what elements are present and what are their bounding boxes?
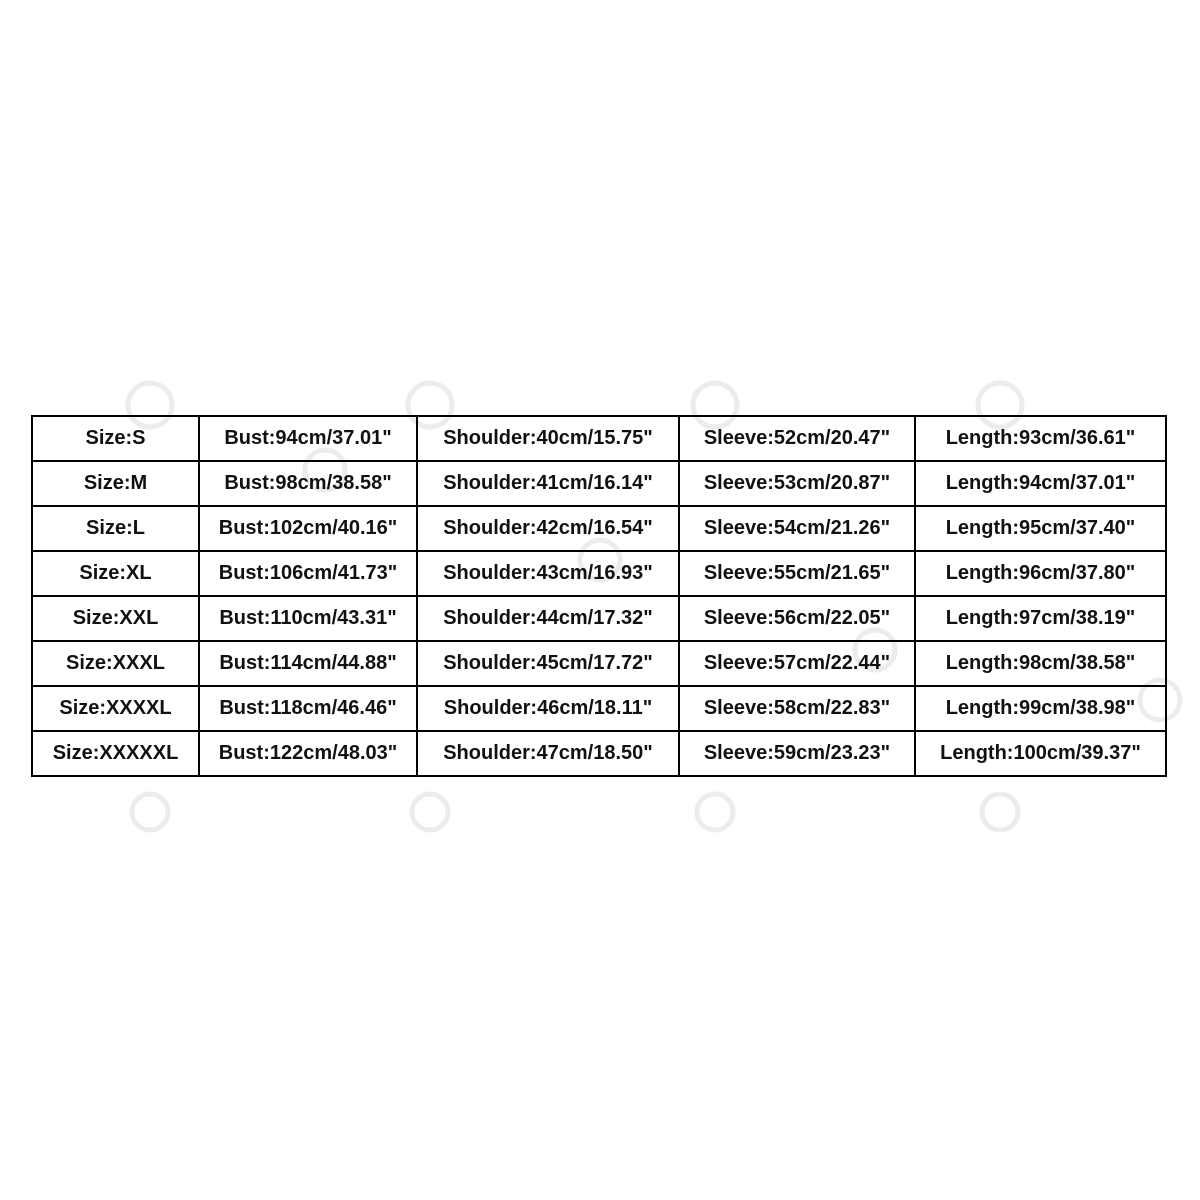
length-cell: Length:95cm/37.40" <box>915 506 1166 551</box>
size-cell: Size:L <box>32 506 199 551</box>
table-row <box>32 686 1166 731</box>
length-cell: Length:97cm/38.19" <box>915 596 1166 641</box>
shoulder-cell: Shoulder:43cm/16.93" <box>417 551 679 596</box>
shoulder-cell: Shoulder:40cm/15.75" <box>417 416 679 461</box>
bust-cell: Bust:110cm/43.31" <box>199 596 417 641</box>
bust-cell: Bust:114cm/44.88" <box>199 641 417 686</box>
size-cell: Size:XXXXL <box>32 686 199 731</box>
length-cell: Length:93cm/36.61" <box>915 416 1166 461</box>
shoulder-cell: Shoulder:46cm/18.11" <box>417 686 679 731</box>
length-cell: Length:94cm/37.01" <box>915 461 1166 506</box>
size-cell: Size:XL <box>32 551 199 596</box>
length-cell: Length:96cm/37.80" <box>915 551 1166 596</box>
sleeve-cell: Sleeve:58cm/22.83" <box>679 686 915 731</box>
bust-cell: Bust:106cm/41.73" <box>199 551 417 596</box>
sleeve-cell: Sleeve:56cm/22.05" <box>679 596 915 641</box>
sleeve-cell: Sleeve:59cm/23.23" <box>679 731 915 776</box>
size-cell: Size:XXXXXL <box>32 731 199 776</box>
size-cell: Size:S <box>32 416 199 461</box>
shoulder-cell: Shoulder:42cm/16.54" <box>417 506 679 551</box>
size-cell: Size:M <box>32 461 199 506</box>
sleeve-cell: Sleeve:57cm/22.44" <box>679 641 915 686</box>
table-row <box>32 551 1166 596</box>
bust-cell: Bust:102cm/40.16" <box>199 506 417 551</box>
sleeve-cell: Sleeve:53cm/20.87" <box>679 461 915 506</box>
size-chart-table <box>31 415 1167 777</box>
size-cell: Size:XXXL <box>32 641 199 686</box>
shoulder-cell: Shoulder:47cm/18.50" <box>417 731 679 776</box>
shoulder-cell: Shoulder:45cm/17.72" <box>417 641 679 686</box>
table-row <box>32 596 1166 641</box>
length-cell: Length:98cm/38.58" <box>915 641 1166 686</box>
sleeve-cell: Sleeve:55cm/21.65" <box>679 551 915 596</box>
length-cell: Length:99cm/38.98" <box>915 686 1166 731</box>
bust-cell: Bust:98cm/38.58" <box>199 461 417 506</box>
size-cell: Size:XXL <box>32 596 199 641</box>
table-row <box>32 461 1166 506</box>
shoulder-cell: Shoulder:41cm/16.14" <box>417 461 679 506</box>
bust-cell: Bust:122cm/48.03" <box>199 731 417 776</box>
table-row <box>32 416 1166 461</box>
bust-cell: Bust:94cm/37.01" <box>199 416 417 461</box>
length-cell: Length:100cm/39.37" <box>915 731 1166 776</box>
sleeve-cell: Sleeve:54cm/21.26" <box>679 506 915 551</box>
bust-cell: Bust:118cm/46.46" <box>199 686 417 731</box>
table-row <box>32 731 1166 776</box>
sleeve-cell: Sleeve:52cm/20.47" <box>679 416 915 461</box>
shoulder-cell: Shoulder:44cm/17.32" <box>417 596 679 641</box>
table-row <box>32 641 1166 686</box>
table-row <box>32 506 1166 551</box>
